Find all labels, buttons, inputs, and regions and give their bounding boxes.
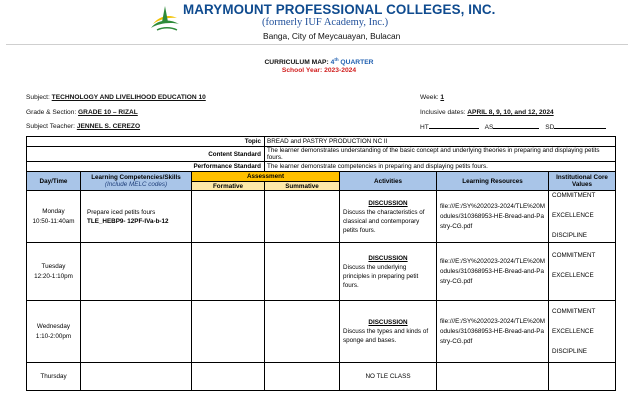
subject-label: Subject: (26, 94, 52, 101)
sd-blank (554, 123, 606, 129)
grade-label: Grade & Section: (26, 109, 79, 116)
day-cell (27, 243, 81, 301)
resource-cell (437, 301, 549, 363)
school-name: MARYMOUNT PROFESSIONAL COLLEGES, INC. (183, 2, 496, 17)
core-values-cell (549, 243, 616, 301)
day-name: Monday (42, 207, 65, 215)
activity-text: Discuss the characteristics of classical and contemporary petits fours. (343, 208, 425, 234)
core-values-cell (549, 191, 616, 243)
performance-standard-row (27, 162, 616, 172)
resource-cell (437, 243, 549, 301)
core-values-header: Institutional Core Values (549, 172, 616, 191)
competencies-header-title: Learning Competencies/Skills (91, 174, 181, 181)
teacher-label: Subject Teacher: (26, 123, 77, 130)
teacher-value: JENNEL S. CEREZO (76, 123, 141, 130)
competencies-header (81, 172, 192, 191)
quarter-number: 4 (330, 59, 335, 67)
grade-value: GRADE 10 – RIZAL (78, 109, 138, 116)
day-name: Wednesday (36, 322, 71, 330)
activity-cell (340, 301, 437, 363)
subject-line (26, 94, 206, 101)
topic-row (27, 137, 616, 147)
summative-cell (265, 243, 340, 301)
resource-link[interactable]: file:///E:/SY%202023-2024/TLE%20Modules/310368953-HE-Bread-and-Pastry-CG.pdf (440, 317, 546, 345)
table-row (27, 363, 616, 391)
table-row (27, 301, 616, 363)
curriculum-map-table (26, 136, 616, 391)
core-values-cell (549, 363, 616, 391)
resource-link[interactable]: file:///E:/SY%202023-2024/TLE%20Modules/310368953-HE-Bread-and-Pastry-CG.pdf (440, 202, 546, 230)
header-row (27, 172, 616, 182)
day-time: 10:50-11:40am (32, 217, 75, 225)
day-cell (27, 191, 81, 243)
topic-label: Topic (27, 137, 265, 147)
activity-text: Discuss the underlying principles in preparing petit fours. (343, 263, 419, 289)
core-value: DISCIPLINE (552, 232, 588, 239)
resources-header: Learning Resources (437, 172, 549, 191)
competency-cell (81, 363, 192, 391)
competency-cell (81, 243, 192, 301)
week-line (420, 94, 444, 101)
core-value: EXCELLENCE (552, 272, 594, 279)
inclusive-value: APRIL 8, 9, 10, and 12, 2024 (467, 109, 554, 116)
summative-cell (265, 363, 340, 391)
inclusive-dates-line (420, 109, 554, 116)
activity-cell (340, 243, 437, 301)
quarter-suffix: th (334, 57, 339, 62)
table-row (27, 243, 616, 301)
ht-label: HT (420, 124, 429, 131)
competencies-header-sub: (Include MELC codes) (104, 181, 168, 188)
performance-standard-label: Performance Standard (27, 162, 265, 172)
core-value: COMMITMENT (552, 252, 596, 259)
signatures-line (420, 123, 606, 131)
as-blank (493, 123, 539, 129)
no-class-note: NO TLE CLASS (340, 363, 437, 391)
school-address: Banga, City of Meycauayan, Bulacan (263, 31, 401, 41)
formative-cell (192, 301, 265, 363)
week-label: Week: (420, 94, 441, 101)
school-logo-icon (147, 2, 181, 36)
map-title-prefix: CURRICULUM MAP: (264, 59, 331, 67)
content-standard-label: Content Standard (27, 147, 265, 162)
topic-value: BREAD and PASTRY PRODUCTION NC II (265, 137, 616, 147)
competency-cell (81, 191, 192, 243)
activity-title: DISCUSSION (368, 254, 408, 262)
header-divider (6, 44, 628, 45)
activity-title: DISCUSSION (368, 199, 408, 207)
day-time: 12:20-1:10pm (34, 272, 73, 280)
summative-cell (265, 191, 340, 243)
core-values-cell (549, 301, 616, 363)
summative-header: Summative (265, 182, 340, 191)
day-name: Tuesday (41, 262, 66, 270)
week-value: 1 (440, 94, 445, 101)
table-row (27, 191, 616, 243)
assessment-header: Assessment (192, 172, 340, 182)
ht-blank (429, 123, 479, 129)
resource-link[interactable]: file:///E:/SY%202023-2024/TLE%20Modules/310368953-HE-Bread-and-Pastry-CG.pdf (440, 257, 546, 285)
melc-code: TLE_HEBP9- 12PF-IVa-b-12 (87, 217, 169, 225)
day-time-header: Day/Time (27, 172, 81, 191)
performance-standard-value: The learner demonstrate competencies in preparing and displaying petits fours. (265, 162, 616, 172)
activity-text: Discuss the types and kinds of sponge and bases. (343, 328, 429, 344)
day-cell (27, 301, 81, 363)
as-label: AS (484, 124, 494, 131)
core-value: EXCELLENCE (552, 212, 594, 219)
competency-text: Prepare iced petits fours (87, 208, 156, 216)
formative-header: Formative (192, 182, 265, 191)
activity-cell (340, 191, 437, 243)
subject-value: TECHNOLOGY AND LIVELIHOOD EDUCATION 10 (51, 94, 206, 101)
day-time: 1:10-2:00pm (35, 332, 72, 340)
former-name: (formerly IUF Academy, Inc.) (262, 17, 389, 28)
content-standard-value: The learner demonstrates understanding of the basic concept and underlying theories in preparing and displaying petits fours. (265, 147, 616, 162)
grade-line (26, 109, 138, 116)
summative-cell (265, 301, 340, 363)
school-year: School Year: 2023-2024 (281, 67, 357, 74)
core-value: DISCIPLINE (552, 348, 588, 355)
content-standard-row (27, 147, 616, 162)
day-name: Thursday (40, 372, 67, 380)
formative-cell (192, 363, 265, 391)
sd-label: SD (545, 124, 555, 131)
core-value: COMMITMENT (552, 192, 596, 199)
formative-cell (192, 191, 265, 243)
inclusive-label: Inclusive dates: (420, 109, 468, 116)
core-value: COMMITMENT (552, 308, 596, 315)
curriculum-map-title (0, 57, 638, 66)
competency-cell (81, 301, 192, 363)
formative-cell (192, 243, 265, 301)
core-value: EXCELLENCE (552, 328, 594, 335)
day-cell (27, 363, 81, 391)
teacher-line (26, 123, 140, 130)
resource-cell (437, 191, 549, 243)
activity-title: DISCUSSION (368, 319, 408, 326)
activities-header: Activities (340, 172, 437, 191)
resource-cell (437, 363, 549, 391)
quarter-word: QUARTER (338, 59, 374, 67)
